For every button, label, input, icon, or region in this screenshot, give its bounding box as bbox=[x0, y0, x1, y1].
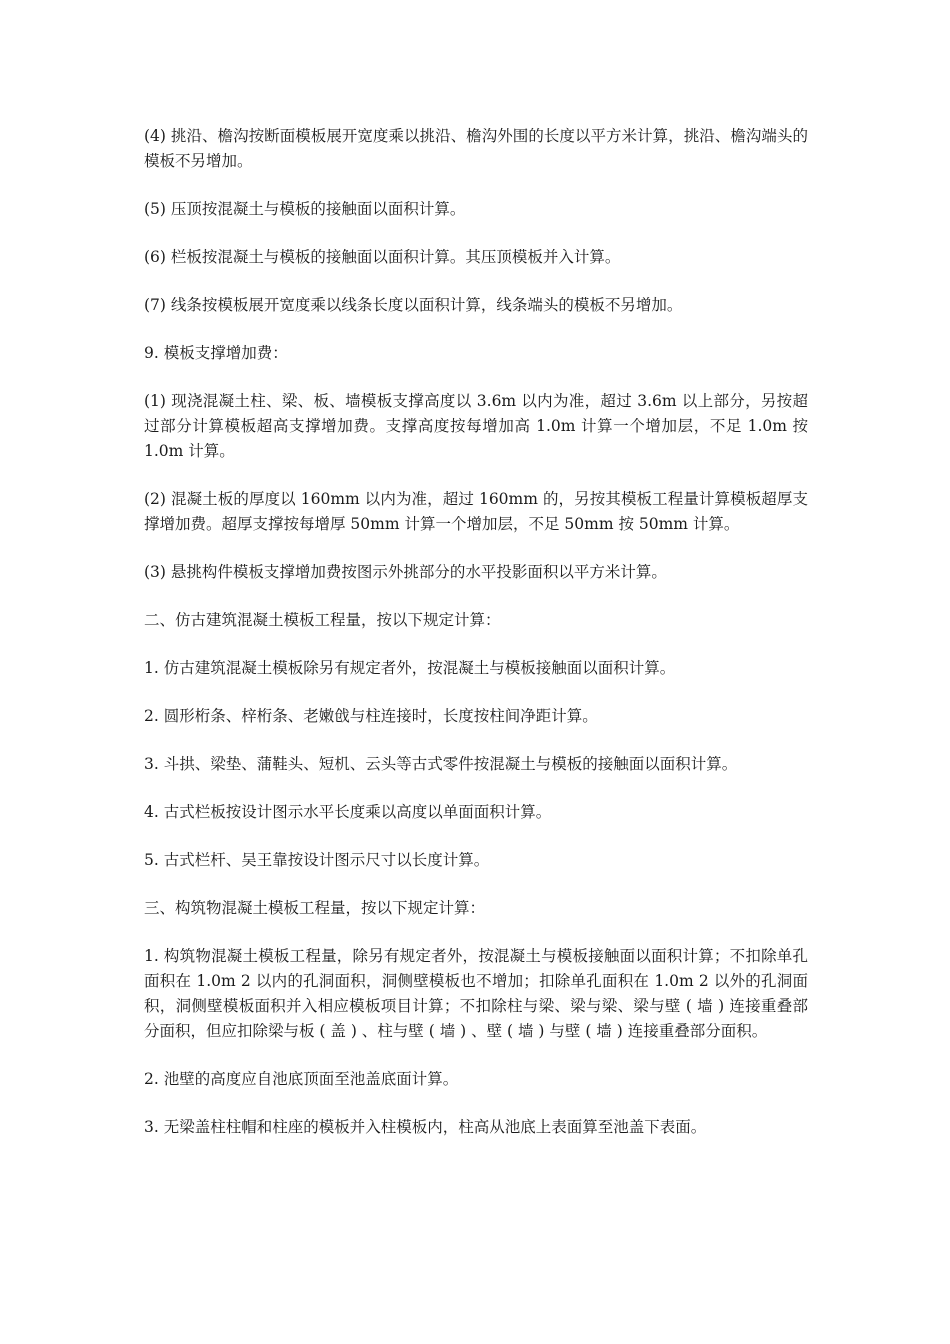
paragraph-moulding: (7) 线条按模板展开宽度乘以线条长度以面积计算，线条端头的模板不另增加。 bbox=[144, 296, 683, 314]
paragraph-antique-balustrade: 4. 古式栏板按设计图示水平长度乘以高度以单面面积计算。 bbox=[144, 803, 552, 821]
document-body bbox=[144, 124, 808, 1163]
heading-structures: 三、构筑物混凝土模板工程量，按以下规定计算： bbox=[144, 899, 486, 917]
paragraph-bracket-parts: 3. 斗拱、梁垫、蒲鞋头、短机、云头等古式零件按混凝土与模板的接触面以面积计算。 bbox=[144, 755, 738, 773]
paragraph-beamless-cover: 3. 无梁盖柱柱帽和柱座的模板并入柱模板内，柱高从池底上表面算至池盖下表面。 bbox=[144, 1118, 707, 1136]
paragraph-parapet-panel: (6) 栏板按混凝土与模板的接触面以面积计算。其压顶模板并入计算。 bbox=[144, 248, 621, 266]
paragraph-purlin: 2. 圆形桁条、梓桁条、老嫩戗与柱连接时，长度按柱间净距计算。 bbox=[144, 707, 598, 725]
paragraph-coping: (5) 压顶按混凝土与模板的接触面以面积计算。 bbox=[144, 200, 466, 218]
paragraph-antique-general: 1. 仿古建筑混凝土模板除另有规定者外，按混凝土与模板接触面以面积计算。 bbox=[144, 659, 676, 677]
paragraph-support-height: (1) 现浇混凝土柱、梁、板、墙模板支撑高度以 3.6m 以内为准，超过 3.6m 以上部分，另按超过部分计算模板超高支撑增加费。支撑高度按每增加高 1.0m 计算一个增加层，不足 1.0m 按 1.0m 计算。 bbox=[144, 392, 808, 460]
paragraph-structures-general: 1. 构筑物混凝土模板工程量，除另有规定者外，按混凝土与模板接触面以面积计算；不扣除单孔面积在 1.0m 2 以内的孔洞面积，洞侧壁模板也不增加；扣除单孔面积在 1.0m 2 以外的孔洞面积，洞侧壁模板面积并入相应模板项目计算；不扣除柱与梁、梁与梁、梁与壁 ( 墙 ) 连接重叠部分面积，但应扣除梁与板 ( 盖 ) 、柱与壁 ( 墙 ) 、壁 ( 墙 ) 与壁 ( 墙 ) 连接重叠部分面积。 bbox=[144, 947, 808, 1040]
heading-formwork-support-fee: 9. 模板支撑增加费： bbox=[144, 344, 288, 362]
paragraph-pool-wall: 2. 池壁的高度应自池底顶面至池盖底面计算。 bbox=[144, 1070, 459, 1088]
paragraph-antique-railing: 5. 古式栏杆、吴王靠按设计图示尺寸以长度计算。 bbox=[144, 851, 490, 869]
paragraph-slab-thickness: (2) 混凝土板的厚度以 160mm 以内为准，超过 160mm 的，另按其模板工程量计算模板超厚支撑增加费。超厚支撑按每增厚 50mm 计算一个增加层，不足 50mm 按 50mm 计算。 bbox=[144, 490, 808, 533]
heading-antique-building: 二、仿古建筑混凝土模板工程量，按以下规定计算： bbox=[144, 611, 501, 629]
paragraph-cornice-gutter: (4) 挑沿、檐沟按断面模板展开宽度乘以挑沿、檐沟外围的长度以平方米计算，挑沿、檐沟端头的模板不另增加。 bbox=[144, 127, 808, 170]
paragraph-cantilever: (3) 悬挑构件模板支撑增加费按图示外挑部分的水平投影面积以平方米计算。 bbox=[144, 563, 667, 581]
